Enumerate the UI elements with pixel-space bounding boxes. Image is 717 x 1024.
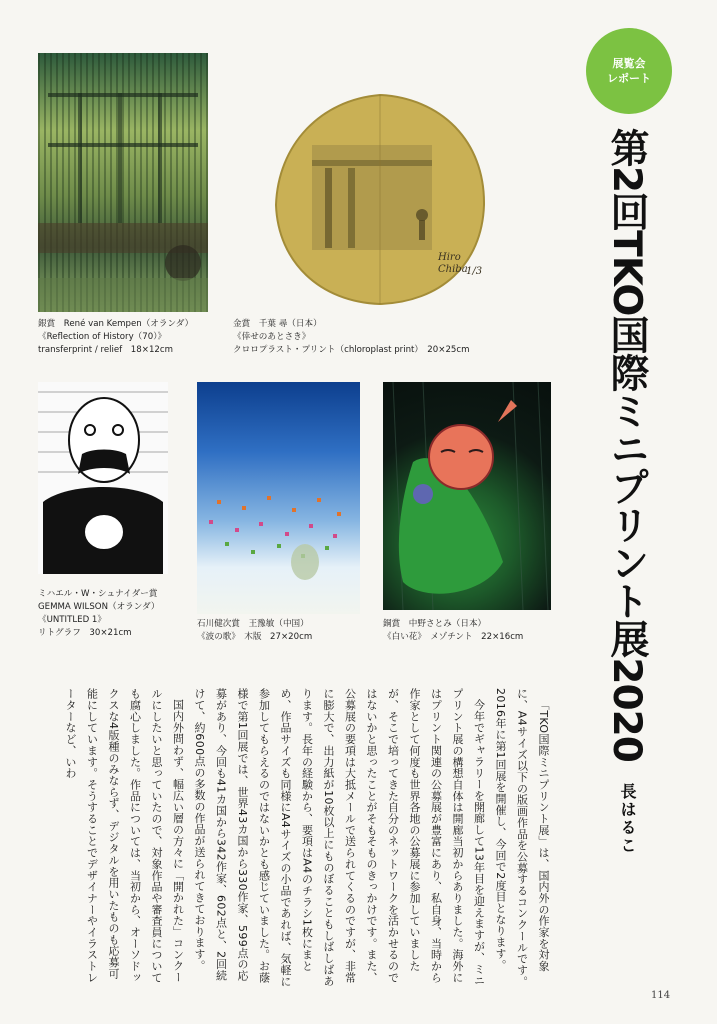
caption-lith-medium: リトグラフ 30×21cm: [38, 628, 132, 638]
caption-silver-prize: 銀賞 René van Kempen（オランダ）: [38, 319, 194, 329]
article-title: 第2回TKO国際ミニプリント展2020: [604, 128, 649, 762]
caption-wave-prize: 石川健次賞 王豫敏（中国）: [197, 619, 309, 629]
caption-gold-medium: クロロプラスト・プリント（chloroplast print） 20×25cm: [233, 345, 470, 355]
caption-wave: [197, 618, 312, 644]
artwork-reflection-of-history: [38, 53, 208, 312]
caption-lith-title: 《UNTITLED 1》: [38, 615, 106, 625]
author-name: 長はるこ: [618, 783, 637, 855]
body-paragraph-2: 今年でギャラリーを開廊して13年目を迎えますが、ミニプリント展の構想自体は開廊当初からありました。海外にはプリント関連の公募展が豊富にあり、私自身、当時から作家として何度も世界各地の公募展に参加していましたが、そこで培ってきた自分のネットワークを活かせるのではないかと思ったことがそもそものきっかけです。また、公募展の要項は大抵メールで送られてくるのですが、非常に膨大で、出力紙が10枚以上にものぼることもしばしばあります。長年の経験から、要項はA4のチラシ1枚にまとめ、作品サイズも同様にA4サイズの小品であれば、気軽に参加してもらえるのではないかとも感じていました。お蔭様で第1回展では、世界43カ国から330作家、599点の応募があり、今回も41カ国から342作家、602点と、2回続けて、約600点の多数の作品が送られてきております。: [193, 688, 486, 987]
edition-number: 1/3: [466, 266, 483, 277]
artwork-leaf-print: [270, 90, 490, 310]
caption-silver-medium: transferprint / relief 18×12cm: [38, 345, 173, 355]
artwork-white-flower: [383, 382, 551, 610]
caption-wave-title: 《波の歌》 木版 27×20cm: [197, 632, 313, 642]
caption-white-prize: 銅賞 中野さとみ（日本）: [383, 619, 487, 629]
caption-gold-prize: 金賞 千葉 尋（日本）: [233, 319, 322, 329]
page-number: 114: [651, 990, 671, 1001]
artwork-untitled-lithograph: [38, 382, 168, 574]
body-paragraph-1: 「TKO国際ミニプリント展」は、国内外の作家を対象に、A4サイズ以下の版画作品を公募するコンクールです。2016年に第1回展を開催し、今回で2度目となります。: [494, 688, 550, 987]
caption-white-title: 《白い花》 メゾチント 22×16cm: [383, 632, 524, 642]
artwork-song-of-waves: [197, 382, 360, 614]
caption-gold: [233, 318, 469, 357]
caption-silver-title: 《Reflection of History（70）》: [38, 332, 167, 342]
article-body: [64, 688, 554, 988]
caption-lith-prize: ミハエル・W・シュナイダー賞: [38, 589, 158, 599]
badge-line-1: 展覧会: [612, 57, 646, 70]
badge-line-2: レポート: [607, 72, 651, 85]
caption-silver: [38, 318, 193, 357]
exhibition-report-badge: [586, 28, 672, 114]
body-paragraph-3: 国内外問わず、幅広い層の方々に「開かれた」コンクールにしたいと思っていたので、対象作品や審査員についても腐心しました。作品については、当初から、オーソドックスな4版種のみならず、デジタルを用いたものも応募可能にしています。そうすることでデザイナーやイラストレーターなど、いわ: [64, 688, 185, 984]
artist-signature: Hiro Chiba: [438, 252, 468, 275]
caption-lith-artist: GEMMA WILSON（オランダ）: [38, 602, 160, 612]
caption-white-flower: [383, 618, 523, 644]
caption-lithograph: [38, 588, 159, 640]
caption-gold-title: 《倖せのあとさき》: [233, 332, 311, 342]
